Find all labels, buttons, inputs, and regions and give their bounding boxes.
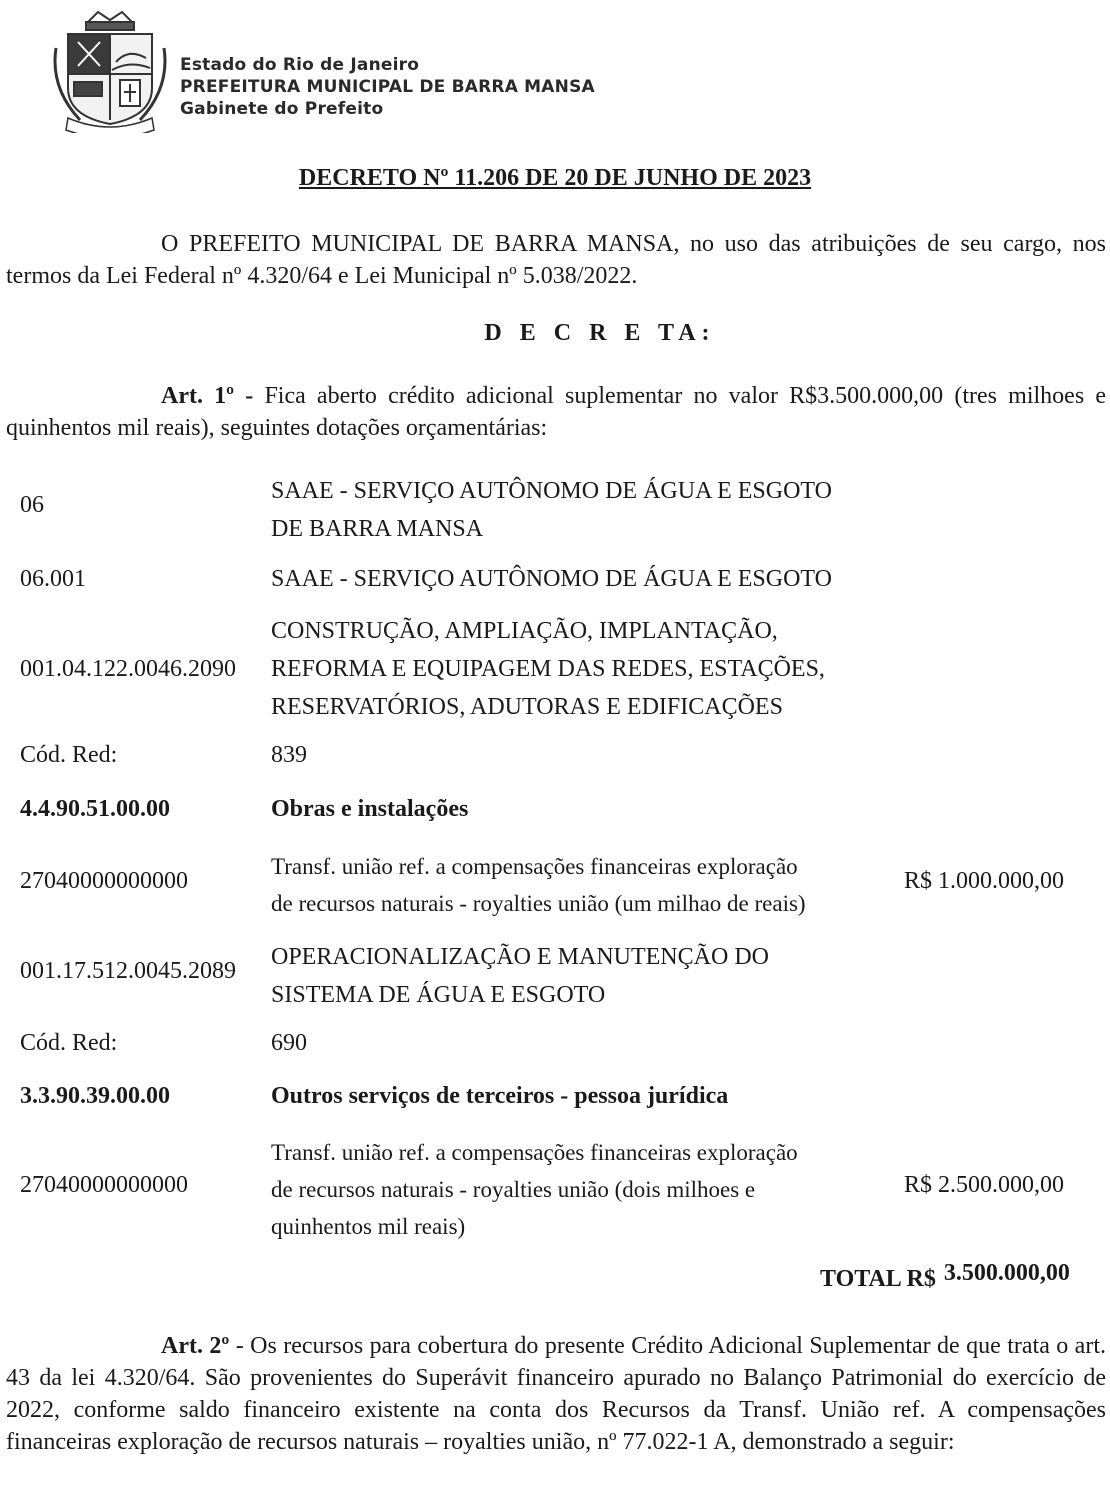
article-1-label: Art. 1º - xyxy=(161,383,254,409)
row-desc: 839 xyxy=(271,742,307,768)
state-name: Estado do Rio de Janeiro xyxy=(180,55,420,75)
row-code: 06.001 xyxy=(20,566,86,592)
decree-title: DECRETO Nº 11.206 DE 20 DE JUNHO DE 2023 xyxy=(298,165,812,191)
row-desc-line: Transf. união ref. a compensações financeiras exploração xyxy=(271,1140,798,1165)
row-desc: Outros serviços de terceiros - pessoa jurídica xyxy=(271,1083,729,1109)
row-code: Cód. Red: xyxy=(20,742,118,768)
row-code: 27040000000000 xyxy=(20,868,188,894)
preamble: O PREFEITO MUNICIPAL DE BARRA MANSA, no uso das atribuições de seu cargo, nos termos da Lei Federal nº 4.320/64 e Lei Municipal nº 5.038/2022. xyxy=(6,231,1106,289)
row-value: R$ 2.500.000,00 xyxy=(904,1172,1065,1198)
row-code: 06 xyxy=(20,492,44,518)
article-1-text: Fica aberto crédito adicional suplementar no valor R$3.500.000,00 (tres milhoes e quinhentos mil reais), seguintes dotações orçamentárias: xyxy=(6,383,1107,441)
row-code: 3.3.90.39.00.00 xyxy=(20,1083,170,1109)
row-code: Cód. Red: xyxy=(20,1030,118,1056)
row-code: 27040000000000 xyxy=(20,1172,188,1198)
row-desc: 690 xyxy=(271,1030,307,1056)
row-desc-line: REFORMA E EQUIPAGEM DAS REDES, ESTAÇÕES, xyxy=(271,656,825,682)
office-name: Gabinete do Prefeito xyxy=(180,99,384,119)
row-value: R$ 1.000.000,00 xyxy=(904,868,1065,894)
row-desc-line: Transf. união ref. a compensações financeiras exploração xyxy=(271,854,798,879)
municipal-crest-icon xyxy=(50,8,170,133)
article-2 xyxy=(6,1330,1106,1458)
row-desc-line: DE BARRA MANSA xyxy=(271,516,484,542)
row-desc-line: de recursos naturais - royalties união (dois milhoes e xyxy=(271,1177,756,1202)
total-value: 3.500.000,00 xyxy=(943,1260,1070,1286)
article-1 xyxy=(6,380,1106,444)
prefecture-name: PREFEITURA MUNICIPAL DE BARRA MANSA xyxy=(180,77,595,97)
row-desc-line: CONSTRUÇÃO, AMPLIAÇÃO, IMPLANTAÇÃO, xyxy=(271,618,778,644)
row-code: 4.4.90.51.00.00 xyxy=(20,796,170,822)
row-desc: SAAE - SERVIÇO AUTÔNOMO DE ÁGUA E ESGOTO xyxy=(271,566,832,592)
row-desc-line: RESERVATÓRIOS, ADUTORAS E EDIFICAÇÕES xyxy=(271,694,783,720)
row-desc-line: SAAE - SERVIÇO AUTÔNOMO DE ÁGUA E ESGOTO xyxy=(271,478,832,504)
article-2-label: Art. 2º xyxy=(161,1333,230,1359)
row-desc-line: SISTEMA DE ÁGUA E ESGOTO xyxy=(271,982,606,1008)
row-desc-line: OPERACIONALIZAÇÃO E MANUTENÇÃO DO xyxy=(271,944,769,970)
total-label: TOTAL R$ xyxy=(820,1266,936,1292)
total-amount xyxy=(820,1260,1070,1293)
organization-name xyxy=(180,54,595,120)
row-desc-line: de recursos naturais - royalties união (um milhao de reais) xyxy=(271,891,806,916)
letterhead xyxy=(50,8,690,133)
row-desc: Obras e instalações xyxy=(271,796,469,822)
row-desc-line: quinhentos mil reais) xyxy=(271,1214,466,1239)
row-code: 001.17.512.0045.2089 xyxy=(20,958,236,984)
decreta-heading: D E C R E TA: xyxy=(484,320,716,346)
row-code: 001.04.122.0046.2090 xyxy=(20,656,236,682)
article-2-text: - Os recursos para cobertura do presente Crédito Adicional Suplementar de que trata o art. 43 da lei 4.320/64. São provenientes do Superávit financeiro apurado no Balanço Patrimonial do exercício de 2022, conforme saldo financeiro existente na conta dos Recursos da Transf. União ref. A compensações financeiras exploração de recursos naturais – royalties união, nº 77.022-1 A, demonstrado a seguir: xyxy=(6,1333,1106,1455)
